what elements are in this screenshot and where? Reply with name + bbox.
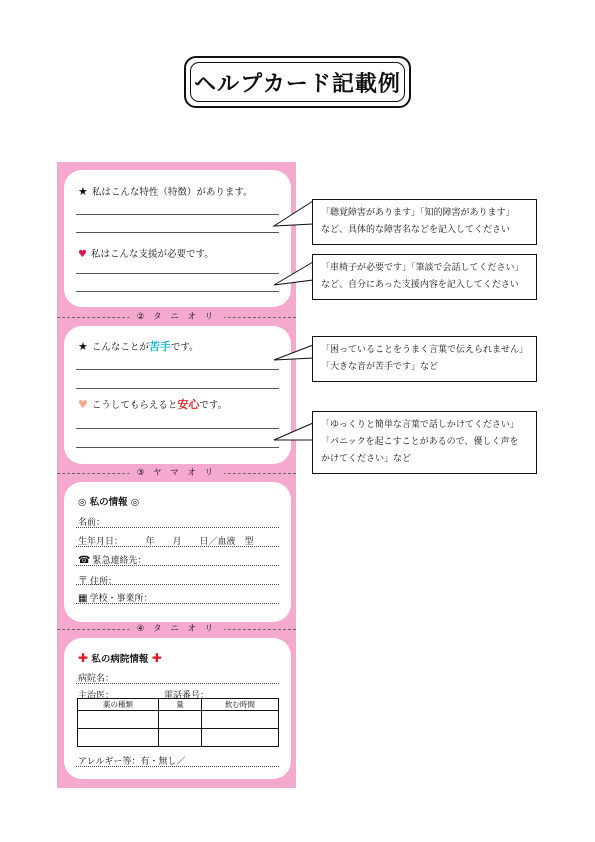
red-cross-icon: ✚ (151, 651, 162, 665)
star-icon: ★ (78, 185, 88, 198)
callout-line: 「車椅子が必要です」「筆談で会話してください」 (321, 263, 524, 273)
page-title: ヘルプカード記載例 (190, 62, 405, 102)
fold-label: ④ タ ニ オ リ (129, 622, 224, 634)
relief-suffix: です。 (199, 400, 228, 411)
star-icon: ★ (78, 340, 88, 353)
support-label: 私はこんな支援が必要です。 (90, 249, 214, 260)
phone-label: 電話番号： (164, 691, 210, 701)
heart-icon: ♥ (78, 249, 87, 260)
building-icon: ▦ (78, 593, 88, 604)
callout-line: 「困っていることをうまく言葉で伝えられません」 (321, 345, 529, 355)
callout-line: 「ゆっくりと簡単な言葉で話しかけてください」 (321, 420, 519, 430)
callout-line: 「パニックを起こすことがあるので、優しく声を (321, 437, 519, 447)
postal-mark-icon: 〒 (78, 576, 88, 587)
hospital-label: 病院名： (78, 674, 115, 684)
callout-box (312, 254, 537, 300)
callout-box (312, 411, 537, 474)
table-header: 飲む時間 (202, 699, 279, 711)
personal-info-heading: ◎ 私の情報 ◎ (78, 497, 140, 508)
hard-prefix: こんなことが (91, 342, 149, 353)
callout-line: 「聴覚障害があります」「知的障害があります」 (321, 208, 515, 218)
callout-line: 「大きな音が苦手です」など (321, 362, 439, 372)
hard-highlight: 苦手 (148, 340, 171, 353)
callout-pointer (274, 345, 313, 360)
relief-highlight: 安心 (177, 398, 200, 411)
allergy-label: アレルギー等：有・無し／ (78, 757, 186, 767)
callout-box (312, 199, 537, 245)
birth-label: 生年月日： 年 月 日／血液 型 (78, 537, 254, 547)
callout-line: など、自分にあった支援内容を記入してください (321, 280, 519, 290)
fold-label: ② タ ニ オ リ (129, 310, 224, 322)
fold-label: ③ ヤ マ オ リ (129, 466, 224, 478)
red-cross-icon: ✚ (78, 651, 89, 665)
doctor-label: 主治医： (78, 691, 115, 701)
emergency-label: 緊急連絡先： (92, 556, 147, 566)
callout-box (312, 336, 537, 382)
callout-line: かけてください」など (321, 454, 412, 464)
hard-suffix: です。 (170, 342, 199, 353)
hospital-info-heading: 私の病院情報 (91, 654, 149, 665)
phone-icon: ☎ (78, 555, 91, 566)
callout-pointer (274, 262, 313, 285)
callout-pointer (274, 201, 313, 226)
table-header: 量 (159, 699, 202, 711)
table-header: 薬の種類 (78, 699, 159, 711)
traits-label: 私はこんな特性（特徴）があります。 (91, 187, 253, 198)
name-label: 名前： (78, 518, 106, 528)
address-label: 住所： (90, 577, 118, 587)
heart-icon: ♥ (78, 398, 88, 411)
relief-prefix: こうしてもらえると (91, 400, 178, 411)
callout-line: など、具体的な障害名などを記入してください (321, 225, 511, 235)
school-label: 学校・事業所： (89, 594, 153, 604)
callout-pointer (274, 423, 313, 440)
